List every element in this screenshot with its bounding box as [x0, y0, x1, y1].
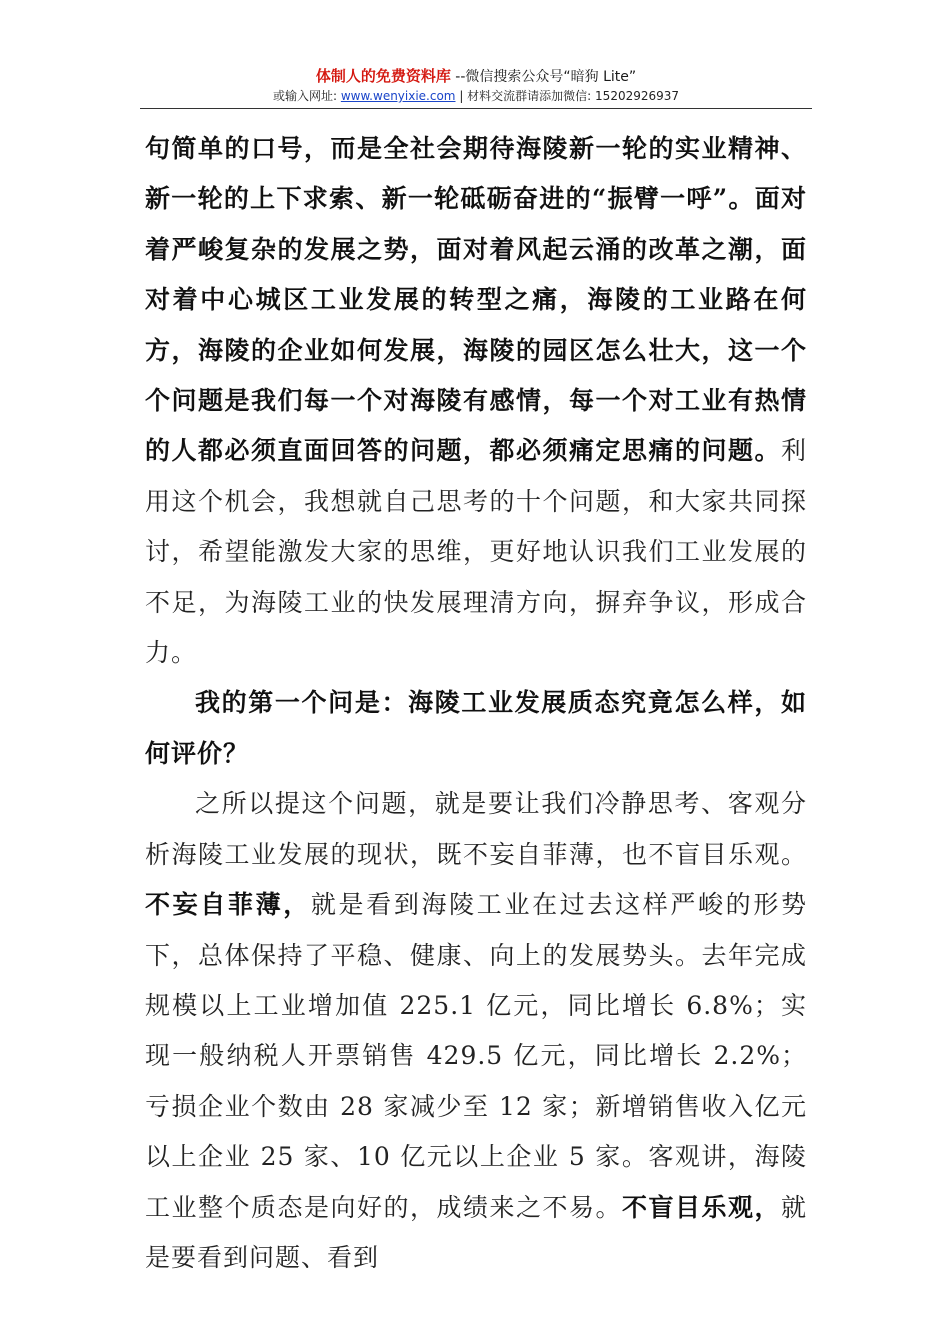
paragraph-1: [145, 124, 807, 678]
url-label: 或输入网址:: [272, 89, 338, 103]
paragraph-3-text-2: 就是看到海陵工业在过去这样严峻的形势下，总体保持了平稳、健康、向上的发展势头。去年完成规模以上工业增加值 225.1 亿元，同比增长 6.8%；实现一般纳税人开票销售 429.5 亿元，同比增长 2.2%；亏损企业个数由 28 家减少至 12 家；新增销售收入亿元以上企业 25 家、10 亿元以上企业 5 家。客观讲，海陵工业整个质态是向好的，成绩来之不易。: [145, 890, 807, 1222]
paragraph-1-bold: 句简单的口号，而是全社会期待海陵新一轮的实业精神、新一轮的上下求索、新一轮砥砺奋进的“振臂一呼”。面对着严峻复杂的发展之势，面对着风起云涌的改革之潮，面对着中心城区工业发展的转型之痛，海陵的工业路在何方，海陵的企业如何发展，海陵的园区怎么壮大，这一个个问题是我们每一个对海陵有感情，每一个对工业有热情的人都必须直面回答的问题，都必须痛定思痛的问题。: [145, 134, 807, 466]
paragraph-2-question: [145, 678, 807, 779]
header-divider: [140, 108, 812, 109]
document-body: [145, 124, 807, 1283]
paragraph-3: [145, 779, 807, 1283]
header-line-1: [140, 66, 812, 87]
header-tagline: --微信搜索公众号“暗狗 Lite”: [455, 69, 637, 85]
header-line-2: [140, 87, 812, 105]
page-header: [140, 66, 812, 105]
paragraph-3-bold-2: 不盲目乐观，: [621, 1192, 781, 1222]
brand-title: 体制人的免费资料库: [315, 67, 451, 85]
paragraph-1-text: 利用这个机会，我想就自己思考的十个问题，和大家共同探讨，希望能激发大家的思维，更好地认识我们工业发展的不足，为海陵工业的快发展理清方向，摒弃争议，形成合力。: [145, 436, 807, 668]
paragraph-3-text-3: 就是要看到问题、看到: [145, 1192, 807, 1272]
paragraph-3-text-1: 之所以提这个问题，就是要让我们冷静思考、客观分析海陵工业发展的现状，既不妄自菲薄，也不盲目乐观。: [145, 789, 807, 869]
website-link[interactable]: www.wenyixie.com: [340, 89, 456, 103]
question-heading: 我的第一个问是：海陵工业发展质态究竟怎么样，如何评价？: [145, 688, 807, 768]
contact-info: | 材料交流群请添加微信: 15202926937: [459, 89, 680, 103]
paragraph-3-bold-1: 不妄自菲薄，: [145, 890, 311, 920]
